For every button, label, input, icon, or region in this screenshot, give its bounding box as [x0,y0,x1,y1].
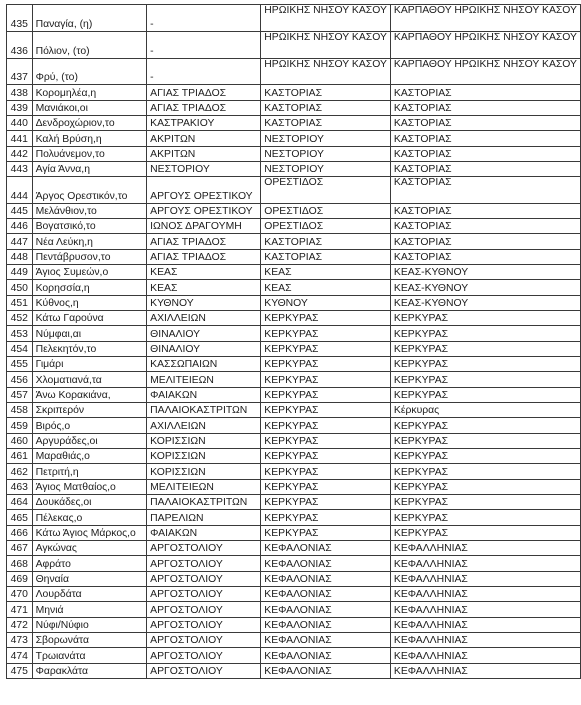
row-number: 474 [7,648,33,664]
row-number: 454 [7,342,33,357]
table-row [7,357,581,372]
place-name: Κορομηλέα,η [32,85,147,101]
municipality-cell: ΘΙΝΑΛΙΟΥ [147,326,261,342]
region-cell: ΚΑΣΤΟΡΙΑΣ [390,162,580,177]
prefecture-cell: ΚΕΡΚΥΡΑΣ [261,342,391,357]
row-number: 458 [7,403,33,418]
region-cell: ΚΕΦΑΛΛΗΝΙΑΣ [390,602,580,618]
place-name: Βογατσικό,το [32,219,147,234]
place-name: Παναγία, (η) [32,5,147,32]
prefecture-cell: ΚΕΦΑΛΟΝΙΑΣ [261,541,391,556]
region-cell: ΚΕΡΚΥΡΑΣ [390,388,580,403]
prefecture-cell: ΚΕΡΚΥΡΑΣ [261,357,391,372]
table-row [7,32,581,59]
place-name: Αγκώνας [32,541,147,556]
municipality-cell: ΑΡΓΟΣΤΟΛΙΟΥ [147,618,261,633]
municipality-cell: ΚΑΣΣΩΠΑΙΩΝ [147,357,261,372]
table-row [7,572,581,587]
place-name: Θηναία [32,572,147,587]
settlements-table [6,4,581,679]
table-row [7,296,581,311]
table-row [7,526,581,541]
place-name: Άγιος Συμεών,ο [32,265,147,280]
region-cell: ΚΕΡΚΥΡΑΣ [390,311,580,326]
prefecture-cell: ΚΕΦΑΛΟΝΙΑΣ [261,664,391,679]
region-cell: ΚΑΣΤΟΡΙΑΣ [390,85,580,101]
place-name: Βιρός,ο [32,418,147,434]
row-number: 463 [7,480,33,495]
row-number: 440 [7,116,33,131]
place-name: Σκριπερόν [32,403,147,418]
municipality-cell: ΑΧΙΛΛΕΙΩΝ [147,418,261,434]
place-name: Νύμφαι,αι [32,326,147,342]
region-cell: ΚΕΑΣ-ΚΥΘΝΟΥ [390,265,580,280]
prefecture-cell: ΗΡΩΙΚΗΣ ΝΗΣΟΥ ΚΑΣΟΥ [261,32,391,59]
table-row [7,59,581,85]
prefecture-cell: ΚΕΡΚΥΡΑΣ [261,434,391,449]
prefecture-cell: ΚΑΣΤΟΡΙΑΣ [261,101,391,116]
prefecture-cell: ΗΡΩΙΚΗΣ ΝΗΣΟΥ ΚΑΣΟΥ [261,59,391,85]
row-number: 473 [7,633,33,648]
table-row [7,403,581,418]
region-cell: ΚΕΑΣ-ΚΥΘΝΟΥ [390,296,580,311]
prefecture-cell: ΚΕΦΑΛΟΝΙΑΣ [261,633,391,648]
place-name: Πόλιον, (το) [32,32,147,59]
prefecture-cell: ΚΑΣΤΟΡΙΑΣ [261,250,391,265]
region-cell: ΚΑΣΤΟΡΙΑΣ [390,219,580,234]
place-name: Πεντάβρυσον,το [32,250,147,265]
municipality-cell: ΑΡΓΟΣΤΟΛΙΟΥ [147,541,261,556]
row-number: 453 [7,326,33,342]
prefecture-cell: ΚΑΣΤΟΡΙΑΣ [261,234,391,250]
row-number: 461 [7,449,33,464]
place-name: Αγία Άννα,η [32,162,147,177]
municipality-cell: ΜΕΛΙΤΕΙΕΩΝ [147,480,261,495]
place-name: Μηνιά [32,602,147,618]
region-cell: ΚΕΦΑΛΛΗΝΙΑΣ [390,633,580,648]
prefecture-cell: ΚΑΣΤΟΡΙΑΣ [261,116,391,131]
prefecture-cell: ΝΕΣΤΟΡΙΟΥ [261,131,391,147]
table-row [7,556,581,572]
region-cell: ΚΕΡΚΥΡΑΣ [390,357,580,372]
row-number: 442 [7,147,33,162]
municipality-cell: ΚΟΡΙΣΣΙΩΝ [147,434,261,449]
table-row [7,326,581,342]
region-cell: ΚΕΑΣ-ΚΥΘΝΟΥ [390,280,580,296]
row-number: 452 [7,311,33,326]
place-name: Άγιος Ματθαίος,ο [32,480,147,495]
region-cell: ΚΑΣΤΟΡΙΑΣ [390,147,580,162]
table-row [7,434,581,449]
municipality-cell: ΑΧΙΛΛΕΙΩΝ [147,311,261,326]
municipality-cell: ΘΙΝΑΛΙΟΥ [147,342,261,357]
region-cell: ΚΕΡΚΥΡΑΣ [390,418,580,434]
row-number: 448 [7,250,33,265]
region-cell: ΚΑΣΤΟΡΙΑΣ [390,131,580,147]
row-number: 475 [7,664,33,679]
municipality-cell: ΚΕΑΣ [147,265,261,280]
municipality-cell: ΠΑΡΕΛΙΩΝ [147,510,261,526]
table-row [7,664,581,679]
row-number: 469 [7,572,33,587]
prefecture-cell: ΚΕΡΚΥΡΑΣ [261,372,391,388]
prefecture-cell: ΚΕΦΑΛΟΝΙΑΣ [261,556,391,572]
row-number: 456 [7,372,33,388]
region-cell: ΚΕΡΚΥΡΑΣ [390,495,580,510]
region-cell: ΚΑΣΤΟΡΙΑΣ [390,234,580,250]
municipality-cell: - [147,5,261,32]
region-cell: ΚΕΡΚΥΡΑΣ [390,342,580,357]
place-name: Κορησσία,η [32,280,147,296]
prefecture-cell: ΚΕΦΑΛΟΝΙΑΣ [261,648,391,664]
place-name: Νύφι/Νύφιο [32,618,147,633]
table-row [7,602,581,618]
prefecture-cell: ΚΕΑΣ [261,265,391,280]
place-name: Τρωιανάτα [32,648,147,664]
region-cell: ΚΑΣΤΟΡΙΑΣ [390,116,580,131]
region-cell: ΚΕΦΑΛΛΗΝΙΑΣ [390,664,580,679]
table-row [7,250,581,265]
municipality-cell: ΚΥΘΝΟΥ [147,296,261,311]
municipality-cell: - [147,32,261,59]
prefecture-cell: ΝΕΣΤΟΡΙΟΥ [261,162,391,177]
region-cell: Κέρκυρας [390,403,580,418]
prefecture-cell: ΚΕΡΚΥΡΑΣ [261,449,391,464]
place-name: Κάτω Άγιος Μάρκος,ο [32,526,147,541]
row-number: 471 [7,602,33,618]
row-number: 465 [7,510,33,526]
municipality-cell: ΑΓΙΑΣ ΤΡΙΑΔΟΣ [147,101,261,116]
place-name: Μελάνθιον,το [32,204,147,219]
table-row [7,449,581,464]
table-row [7,372,581,388]
table-row [7,618,581,633]
table-row [7,234,581,250]
municipality-cell: ΑΡΓΟΣΤΟΛΙΟΥ [147,648,261,664]
municipality-cell: ΑΓΙΑΣ ΤΡΙΑΔΟΣ [147,85,261,101]
place-name: Σβορωνάτα [32,633,147,648]
prefecture-cell: ΚΕΡΚΥΡΑΣ [261,526,391,541]
municipality-cell: ΦΑΙΑΚΩΝ [147,526,261,541]
prefecture-cell: ΚΕΡΚΥΡΑΣ [261,464,391,480]
table-row [7,311,581,326]
municipality-cell: ΚΑΣΤΡΑΚΙΟΥ [147,116,261,131]
table-row [7,131,581,147]
table-row [7,147,581,162]
row-number: 459 [7,418,33,434]
region-cell: ΚΕΦΑΛΛΗΝΙΑΣ [390,541,580,556]
row-number: 466 [7,526,33,541]
place-name: Πελεκητόν,το [32,342,147,357]
table-row [7,219,581,234]
region-cell: ΚΕΦΑΛΛΗΝΙΑΣ [390,587,580,602]
row-number: 445 [7,204,33,219]
prefecture-cell: ΚΕΦΑΛΟΝΙΑΣ [261,572,391,587]
row-number: 467 [7,541,33,556]
row-number: 449 [7,265,33,280]
place-name: Γιμάρι [32,357,147,372]
row-number: 435 [7,5,33,32]
place-name: Αφράτο [32,556,147,572]
row-number: 438 [7,85,33,101]
prefecture-cell: ΚΕΑΣ [261,280,391,296]
table-row [7,633,581,648]
place-name: Νέα Λεύκη,η [32,234,147,250]
region-cell: ΚΕΦΑΛΛΗΝΙΑΣ [390,648,580,664]
row-number: 460 [7,434,33,449]
table-row [7,85,581,101]
region-cell: ΚΕΡΚΥΡΑΣ [390,434,580,449]
region-cell: ΚΕΦΑΛΛΗΝΙΑΣ [390,618,580,633]
place-name: Αργυράδες,οι [32,434,147,449]
prefecture-cell: ΚΑΣΤΟΡΙΑΣ [261,85,391,101]
municipality-cell: ΑΡΓΟΥΣ ΟΡΕΣΤΙΚΟΥ [147,204,261,219]
table-row [7,177,581,204]
region-cell: ΚΕΡΚΥΡΑΣ [390,464,580,480]
region-cell: ΚΕΦΑΛΛΗΝΙΑΣ [390,556,580,572]
row-number: 470 [7,587,33,602]
table-row [7,5,581,32]
region-cell: ΚΑΡΠΑΘΟΥ ΗΡΩΙΚΗΣ ΝΗΣΟΥ ΚΑΣΟΥ [390,59,580,85]
municipality-cell: ΑΡΓΟΣΤΟΛΙΟΥ [147,572,261,587]
region-cell: ΚΑΣΤΟΡΙΑΣ [390,177,580,204]
row-number: 468 [7,556,33,572]
municipality-cell: ΑΚΡΙΤΩΝ [147,147,261,162]
municipality-cell: ΑΡΓΟΣΤΟΛΙΟΥ [147,602,261,618]
municipality-cell: ΝΕΣΤΟΡΙΟΥ [147,162,261,177]
municipality-cell: ΦΑΙΑΚΩΝ [147,388,261,403]
table-row [7,265,581,280]
municipality-cell: ΑΓΙΑΣ ΤΡΙΑΔΟΣ [147,234,261,250]
row-number: 464 [7,495,33,510]
place-name: Κάτω Γαρούνα [32,311,147,326]
table-row [7,162,581,177]
prefecture-cell: ΚΕΡΚΥΡΑΣ [261,480,391,495]
table-row [7,510,581,526]
municipality-cell: - [147,59,261,85]
region-cell: ΚΕΡΚΥΡΑΣ [390,510,580,526]
municipality-cell: ΑΡΓΟΣΤΟΛΙΟΥ [147,633,261,648]
table-row [7,648,581,664]
municipality-cell: ΙΩΝΟΣ ΔΡΑΓΟΥΜΗ [147,219,261,234]
prefecture-cell: ΚΕΦΑΛΟΝΙΑΣ [261,602,391,618]
place-name: Πετριτή,η [32,464,147,480]
row-number: 437 [7,59,33,85]
prefecture-cell: ΟΡΕΣΤΙΔΟΣ [261,177,391,204]
municipality-cell: ΜΕΛΙΤΕΙΕΩΝ [147,372,261,388]
table-row [7,280,581,296]
row-number: 447 [7,234,33,250]
place-name: Χλοματιανά,τα [32,372,147,388]
prefecture-cell: ΗΡΩΙΚΗΣ ΝΗΣΟΥ ΚΑΣΟΥ [261,5,391,32]
prefecture-cell: ΚΕΡΚΥΡΑΣ [261,388,391,403]
municipality-cell: ΑΡΓΟΥΣ ΟΡΕΣΤΙΚΟΥ [147,177,261,204]
region-cell: ΚΕΡΚΥΡΑΣ [390,526,580,541]
table-row [7,495,581,510]
prefecture-cell: ΚΕΡΚΥΡΑΣ [261,403,391,418]
row-number: 446 [7,219,33,234]
region-cell: ΚΑΡΠΑΘΟΥ ΗΡΩΙΚΗΣ ΝΗΣΟΥ ΚΑΣΟΥ [390,32,580,59]
place-name: Φρύ, (το) [32,59,147,85]
place-name: Δενδροχώριον,το [32,116,147,131]
row-number: 441 [7,131,33,147]
municipality-cell: ΑΡΓΟΣΤΟΛΙΟΥ [147,556,261,572]
place-name: Λουρδάτα [32,587,147,602]
row-number: 436 [7,32,33,59]
table-row [7,116,581,131]
region-cell: ΚΑΣΤΟΡΙΑΣ [390,101,580,116]
region-cell: ΚΕΡΚΥΡΑΣ [390,326,580,342]
prefecture-cell: ΟΡΕΣΤΙΔΟΣ [261,219,391,234]
prefecture-cell: ΚΕΡΚΥΡΑΣ [261,311,391,326]
table-row [7,418,581,434]
place-name: Μαραθιάς,ο [32,449,147,464]
table-row [7,587,581,602]
region-cell: ΚΑΣΤΟΡΙΑΣ [390,250,580,265]
municipality-cell: ΚΕΑΣ [147,280,261,296]
prefecture-cell: ΚΕΡΚΥΡΑΣ [261,495,391,510]
row-number: 443 [7,162,33,177]
prefecture-cell: ΝΕΣΤΟΡΙΟΥ [261,147,391,162]
row-number: 472 [7,618,33,633]
table-body [7,5,581,679]
region-cell: ΚΕΡΚΥΡΑΣ [390,480,580,495]
table-row [7,464,581,480]
prefecture-cell: ΟΡΕΣΤΙΔΟΣ [261,204,391,219]
municipality-cell: ΑΡΓΟΣΤΟΛΙΟΥ [147,587,261,602]
prefecture-cell: ΚΕΦΑΛΟΝΙΑΣ [261,587,391,602]
region-cell: ΚΕΦΑΛΛΗΝΙΑΣ [390,572,580,587]
table-row [7,101,581,116]
region-cell: ΚΑΣΤΟΡΙΑΣ [390,204,580,219]
table-row [7,204,581,219]
place-name: Πολυάνεμον,το [32,147,147,162]
place-name: Άργος Ορεστικόν,το [32,177,147,204]
row-number: 450 [7,280,33,296]
region-cell: ΚΕΡΚΥΡΑΣ [390,372,580,388]
region-cell: ΚΕΡΚΥΡΑΣ [390,449,580,464]
row-number: 439 [7,101,33,116]
row-number: 462 [7,464,33,480]
municipality-cell: ΚΟΡΙΣΣΙΩΝ [147,449,261,464]
prefecture-cell: ΚΕΡΚΥΡΑΣ [261,326,391,342]
table-row [7,480,581,495]
place-name: Μανιάκοι,οι [32,101,147,116]
place-name: Φαρακλάτα [32,664,147,679]
row-number: 444 [7,177,33,204]
place-name: Καλή Βρύση,η [32,131,147,147]
place-name: Δουκάδες,οι [32,495,147,510]
table-row [7,342,581,357]
prefecture-cell: ΚΕΡΚΥΡΑΣ [261,418,391,434]
prefecture-cell: ΚΥΘΝΟΥ [261,296,391,311]
place-name: Πέλεκας,ο [32,510,147,526]
municipality-cell: ΠΑΛΑΙΟΚΑΣΤΡΙΤΩΝ [147,495,261,510]
table-row [7,388,581,403]
row-number: 455 [7,357,33,372]
row-number: 457 [7,388,33,403]
municipality-cell: ΑΚΡΙΤΩΝ [147,131,261,147]
place-name: Άνω Κορακιάνα, [32,388,147,403]
municipality-cell: ΚΟΡΙΣΣΙΩΝ [147,464,261,480]
region-cell: ΚΑΡΠΑΘΟΥ ΗΡΩΙΚΗΣ ΝΗΣΟΥ ΚΑΣΟΥ [390,5,580,32]
row-number: 451 [7,296,33,311]
prefecture-cell: ΚΕΡΚΥΡΑΣ [261,510,391,526]
place-name: Κύθνος,η [32,296,147,311]
table-row [7,541,581,556]
municipality-cell: ΑΓΙΑΣ ΤΡΙΑΔΟΣ [147,250,261,265]
municipality-cell: ΑΡΓΟΣΤΟΛΙΟΥ [147,664,261,679]
municipality-cell: ΠΑΛΑΙΟΚΑΣΤΡΙΤΩΝ [147,403,261,418]
prefecture-cell: ΚΕΦΑΛΟΝΙΑΣ [261,618,391,633]
